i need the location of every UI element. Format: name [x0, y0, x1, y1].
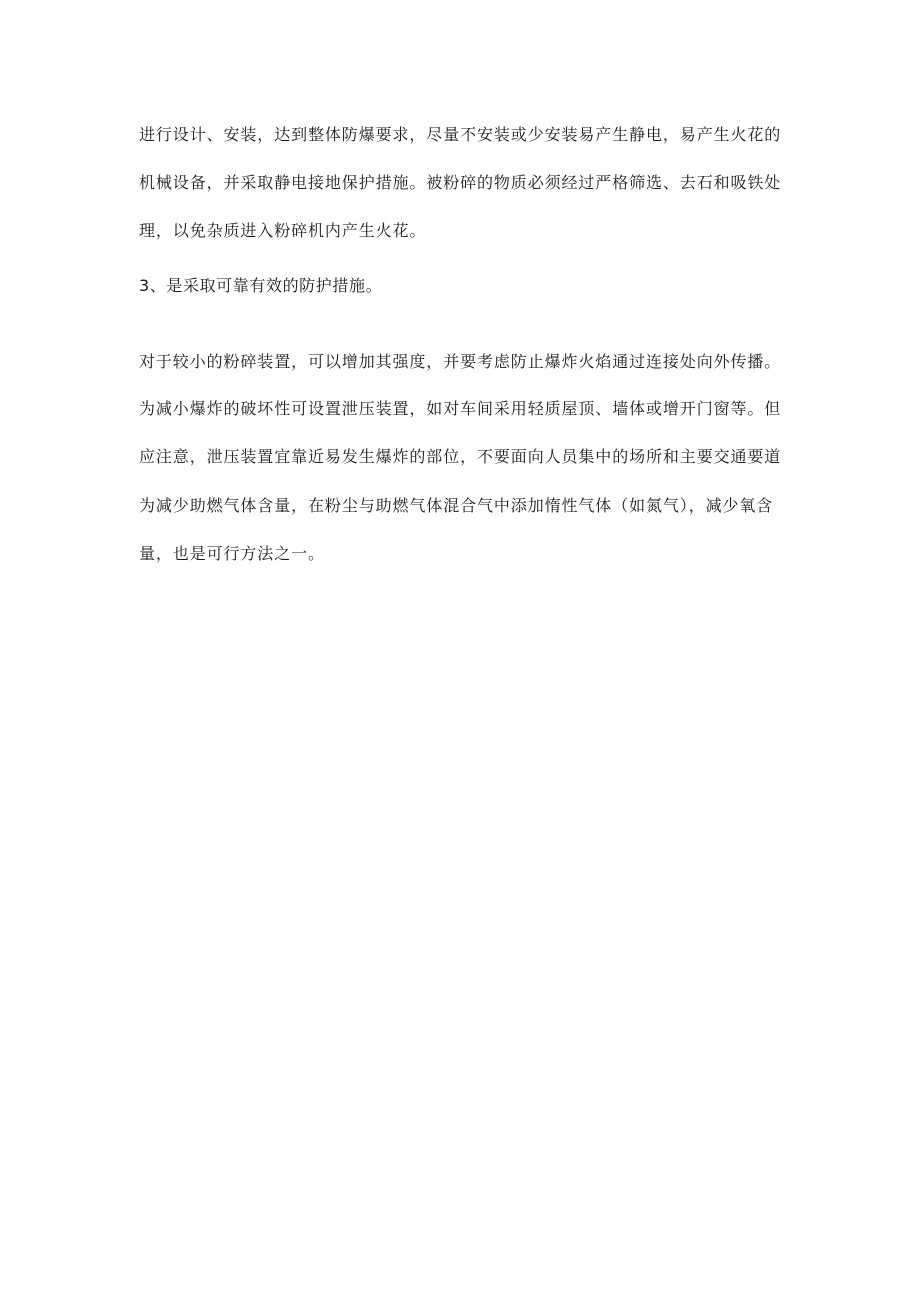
paragraph-2-line-5: 量，也是可行方法之一。 [139, 544, 325, 563]
paragraph-2-line-1: 对于较小的粉碎装置，可以增加其强度，并要考虑防止爆炸火焰通过连接处向外传播。 [139, 352, 782, 371]
section-heading-3: 3、是采取可靠有效的防护措施。 [139, 276, 383, 295]
paragraph-2-line-2: 为减小爆炸的破坏性可设置泄压装置，如对车间采用轻质屋顶、墙体或增开门窗等。但 [139, 399, 782, 418]
paragraph-1-line-1: 进行设计、安装，达到整体防爆要求，尽量不安装或少安装易产生静电，易产生火花的 [139, 125, 782, 144]
paragraph-1-line-3: 理，以免杂质进入粉碎机内产生火花。 [139, 221, 427, 240]
paragraph-2-line-4: 为减少助燃气体含量，在粉尘与助燃气体混合气中添加惰性气体（如氮气），减少氧含 [139, 496, 774, 515]
paragraph-2-line-3: 应注意，泄压装置宜靠近易发生爆炸的部位，不要面向人员集中的场所和主要交通要道 [139, 447, 782, 466]
paragraph-1-line-2: 机械设备，并采取静电接地保护措施。被粉碎的物质必须经过严格筛选、去石和吸铁处 [139, 173, 782, 192]
